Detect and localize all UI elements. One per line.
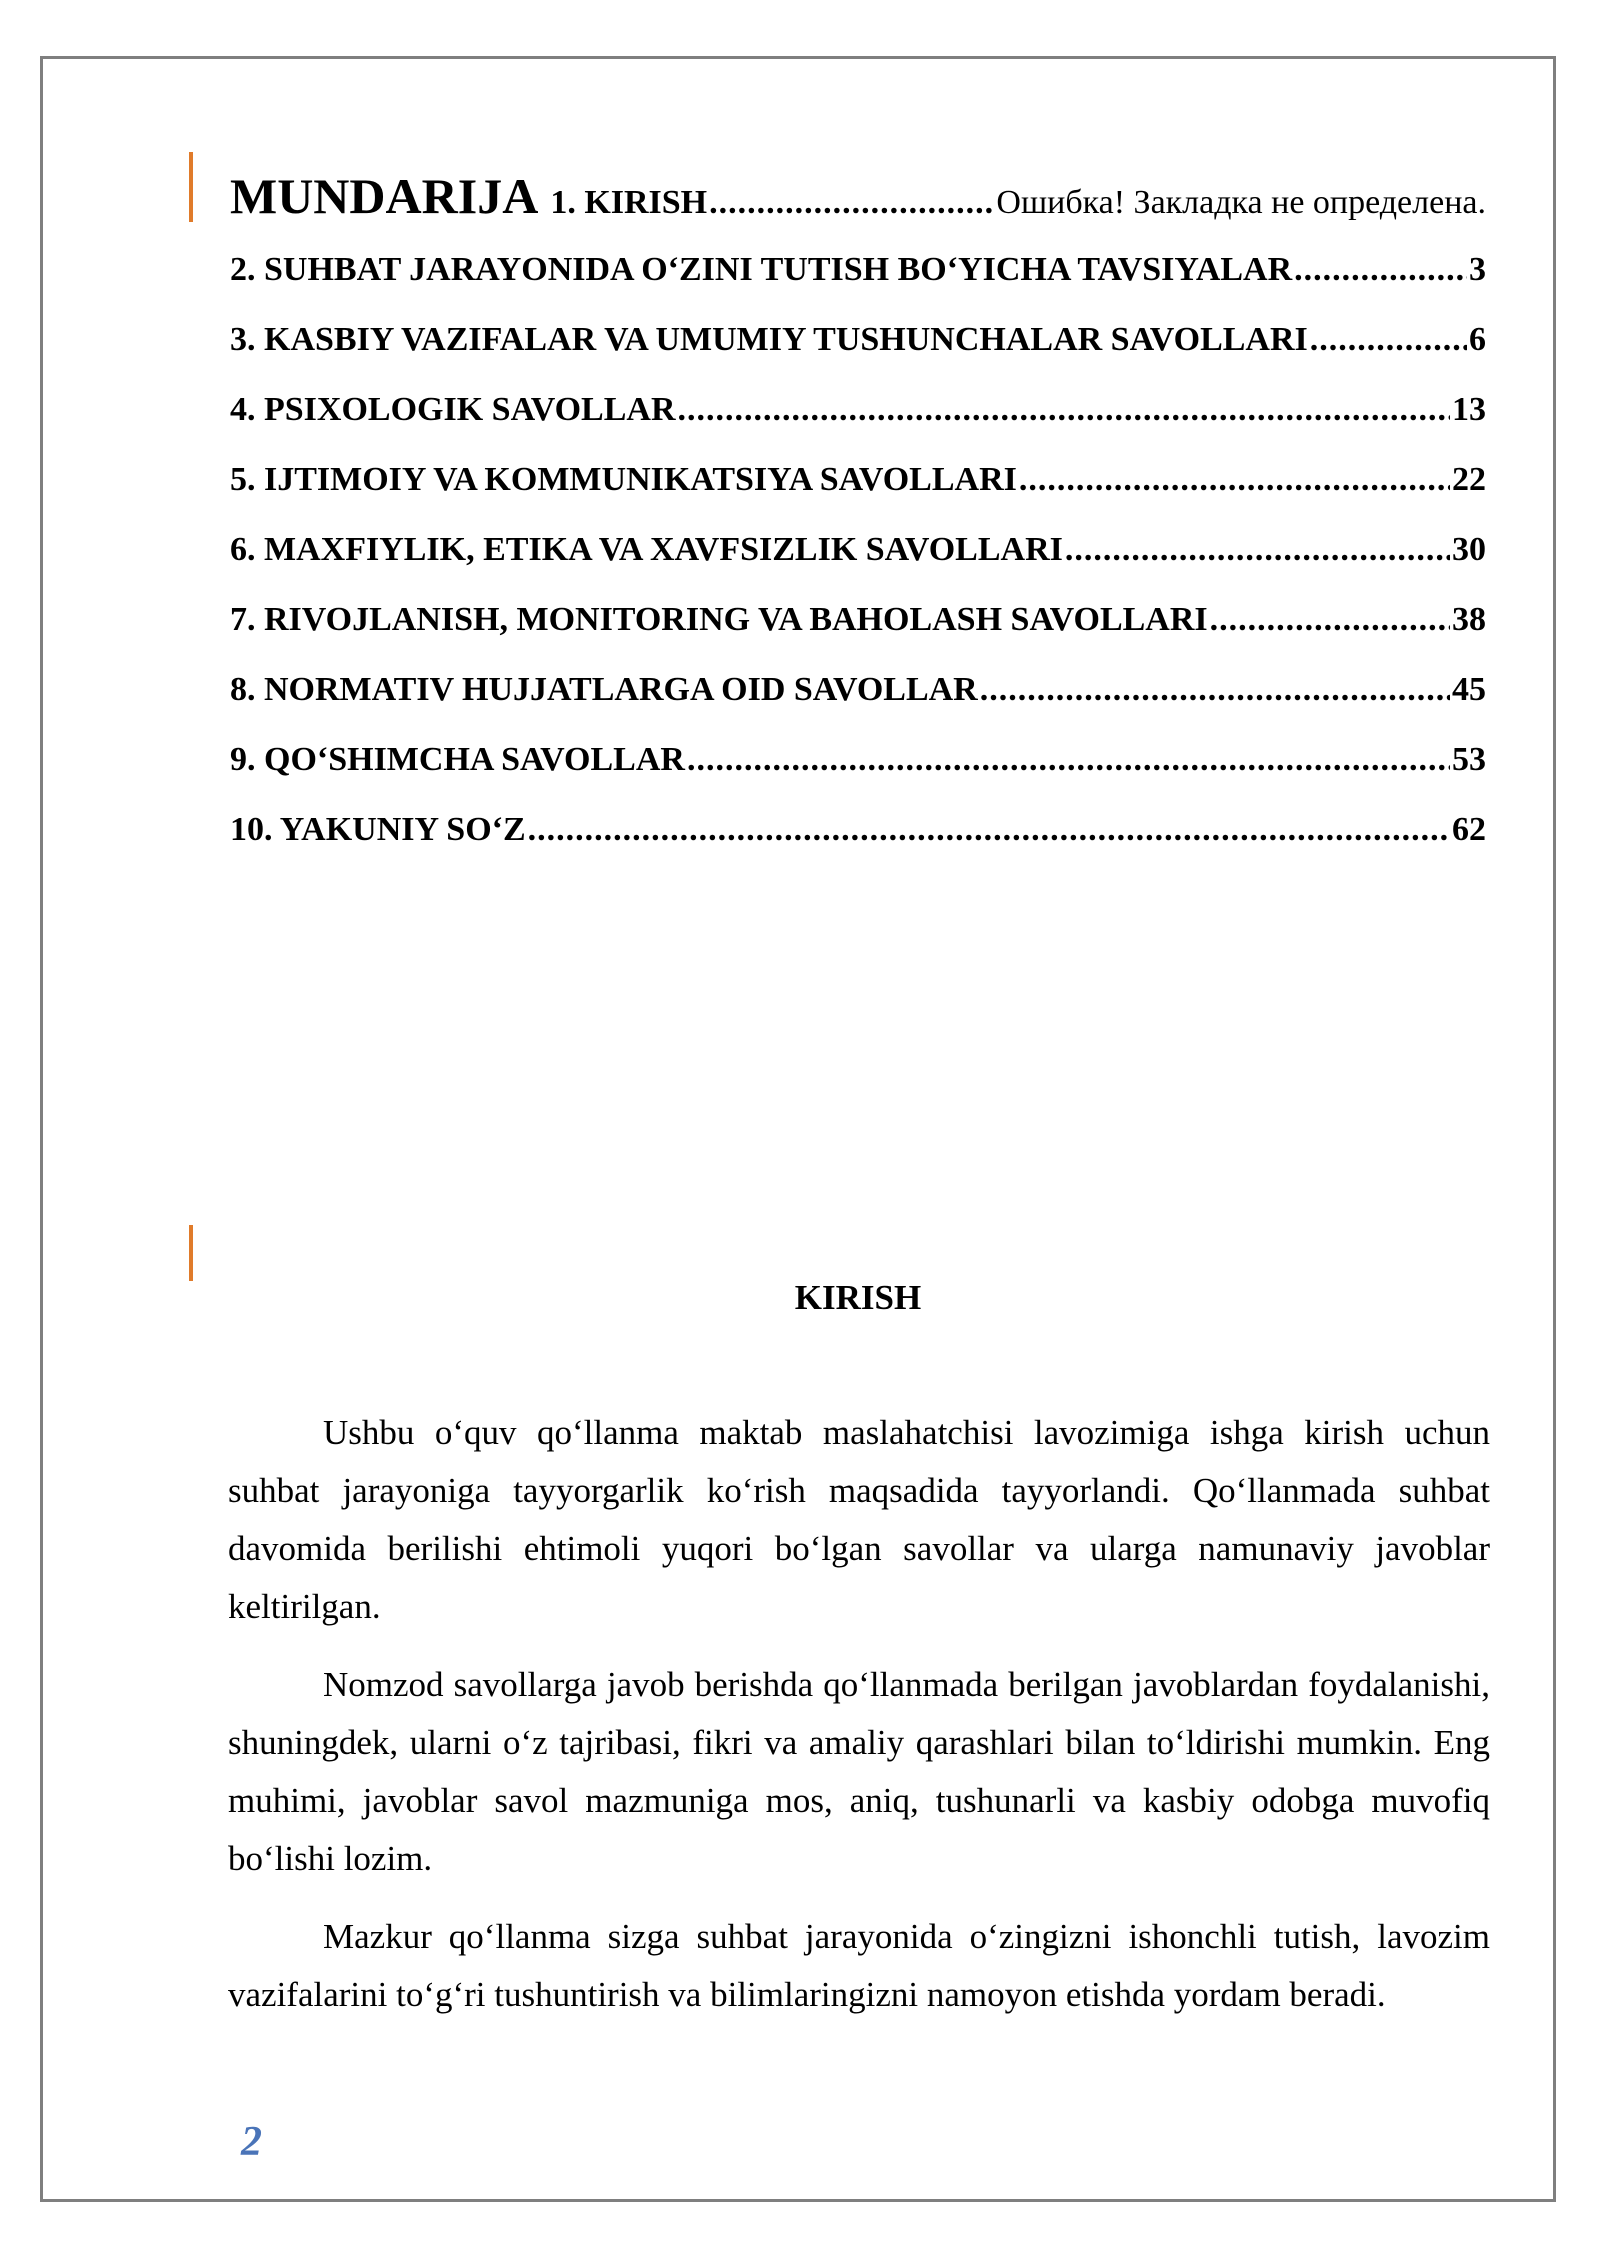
revision-bar: [189, 152, 193, 222]
toc-leader-dots: [1065, 530, 1450, 570]
toc-heading: MUNDARIJA: [230, 168, 539, 224]
revision-bar: [189, 1225, 193, 1281]
toc-entry-title: 8. NORMATIV HUJJATLARGA OID SAVOLLAR: [230, 671, 978, 708]
toc-leader-dots: [687, 740, 1450, 780]
toc-entry-title: 1. KIRISH: [550, 184, 708, 221]
toc-entry-title: 5. IJTIMOIY VA KOMMUNIKATSIYA SAVOLLARI: [230, 461, 1017, 498]
toc-entry-title: 7. RIVOJLANISH, MONITORING VA BAHOLASH SAVOLLARI: [230, 601, 1208, 638]
toc-entry-title: 3. KASBIY VAZIFALAR VA UMUMIY TUSHUNCHALAR SAVOLLARI: [230, 321, 1308, 358]
toc-leader-dots: [1019, 460, 1450, 500]
toc-leader-dots: [528, 810, 1450, 850]
toc-entry[interactable]: [230, 670, 1486, 710]
paragraph: Nomzod savollarga javob berishda qo‘llanmada berilgan javoblardan foydalanishi, shuningdek, ularni o‘z tajribasi, fikri va amaliy qarashlari bilan to‘ldirishi mumkin. Eng muhimi, javoblar savol mazmuniga mos, aniq, tushunarli va kasbiy odobga muvofiq bo‘lishi lozim.: [228, 1665, 1490, 1878]
toc-entry-page: 62: [1452, 811, 1486, 848]
paragraph: Mazkur qo‘llanma sizga suhbat jarayonida o‘zingizni ishonchli tutish, lavozim vazifalarini to‘g‘ri tushuntirish va bilimlaringizni namoyon etishda yordam beradi.: [228, 1917, 1490, 2014]
toc-entry-page: 3: [1469, 251, 1486, 288]
toc-entry-page: 38: [1452, 601, 1486, 638]
toc-entry-page: Ошибка! Закладка не определена.: [996, 184, 1486, 221]
paragraph: Ushbu o‘quv qo‘llanma maktab maslahatchisi lavozimiga ishga kirish uchun suhbat jarayoniga tayyorgarlik ko‘rish maqsadida tayyorlandi. Qo‘llanmada suhbat davomida berilishi ehtimoli yuqori bo‘lgan savollar va ularga namunaviy javoblar keltirilgan.: [228, 1413, 1490, 1626]
toc-entry[interactable]: [230, 530, 1486, 570]
toc-leader-dots: [678, 390, 1450, 430]
toc-entry-page: 53: [1452, 741, 1486, 778]
toc-entry-title: 4. PSIXOLOGIK SAVOLLAR: [230, 391, 676, 428]
toc-leader-dots: [1210, 600, 1450, 640]
toc-leader-dots: [1294, 250, 1467, 290]
toc-entry-title: 6. MAXFIYLIK, ETIKA VA XAVFSIZLIK SAVOLLARI: [230, 531, 1063, 568]
section-title: KIRISH: [794, 1278, 922, 1317]
toc-entry[interactable]: [230, 740, 1486, 780]
toc-entry[interactable]: [230, 320, 1486, 360]
toc-entry-page: 22: [1452, 461, 1486, 498]
toc-entry-page: 30: [1452, 531, 1486, 568]
toc-leader-dots: [980, 670, 1450, 710]
table-of-contents: [230, 168, 1486, 850]
toc-entry[interactable]: [230, 460, 1486, 500]
toc-entry-page: 6: [1469, 321, 1486, 358]
toc-entry[interactable]: [230, 168, 1486, 240]
toc-entry[interactable]: [230, 810, 1486, 850]
toc-entry-title: 10. YAKUNIY SO‘Z: [230, 811, 526, 848]
toc-entry-title: 2. SUHBAT JARAYONIDA O‘ZINI TUTISH BO‘YICHA TAVSIYALAR: [230, 251, 1293, 288]
section-body: [228, 1404, 1490, 2044]
toc-entry-page: 13: [1452, 391, 1486, 428]
toc-leader-dots: [709, 183, 994, 223]
toc-entry-page: 45: [1452, 671, 1486, 708]
toc-entry[interactable]: [230, 390, 1486, 430]
toc-entry-title: 9. QO‘SHIMCHA SAVOLLAR: [230, 741, 685, 778]
page-number: 2: [241, 2119, 262, 2165]
toc-leader-dots: [1310, 320, 1467, 360]
toc-entry[interactable]: [230, 600, 1486, 640]
toc-entry[interactable]: [230, 250, 1486, 290]
